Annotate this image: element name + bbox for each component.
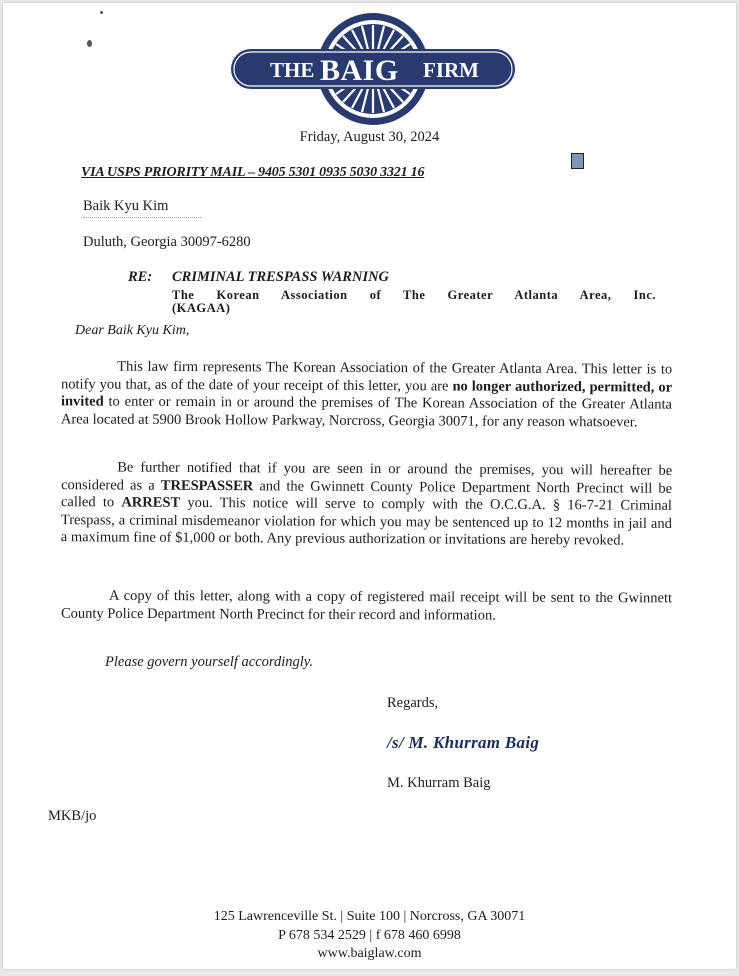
regards: Regards,: [387, 695, 439, 711]
logo-text-the: THE: [270, 58, 315, 82]
logo-text-baig: BAIG: [320, 54, 399, 87]
redacted-address-line: [83, 217, 201, 218]
typist-initials: MKB/jo: [48, 808, 97, 824]
body-paragraph-2: Be further notified that if you are seen in or around the premises, you will hereafter be considered as a TRESPASSER and the Gwinnett County Police Department North Precinct will be called to ARREST you. This notice will serve to comply with the O.C.G.A. § 16-7-21 Criminal Trespass, a criminal misdemeanor violation for which you may be sentenced up to 12 months in jail and a maximum fine of $1,000 or both. Any previous authorization or invitations are hereby revoked.: [60, 459, 673, 549]
letter-date: Friday, August 30, 2024: [299, 129, 440, 145]
scan-speck: [87, 40, 92, 47]
footer-address: 125 Lawrenceville St. | Suite 100 | Norcross, GA 30071: [213, 909, 526, 924]
recipient-city: Duluth, Georgia 30097-6280: [83, 234, 251, 250]
logo-text-firm: FIRM: [423, 58, 479, 82]
footer-website: www.baiglaw.com: [317, 946, 422, 961]
closing-line: Please govern yourself accordingly.: [105, 654, 314, 670]
scan-speck: [100, 11, 103, 14]
body-paragraph-1: This law firm represents The Korean Association of the Greater Atlanta Area. This letter is to notify you that, as of the date of your receipt of this letter, you are no longer authorized, permitted, or invited to enter or remain in or around the premises of The Korean Association of the Greater Atlanta Area located at 5900 Brook Hollow Parkway, Norcross, Georgia 30071, for any reason whatsoever.: [60, 358, 673, 431]
scan-annotation-box: [571, 153, 584, 169]
salutation: Dear Baik Kyu Kim,: [75, 323, 190, 338]
re-title: CRIMINAL TRESPASS WARNING: [172, 269, 390, 285]
re-organization: The Korean Association of The Greater Atlanta Area, Inc.: [172, 288, 656, 302]
signer-name: M. Khurram Baig: [387, 775, 491, 791]
signature: /s/ M. Khurram Baig: [387, 733, 540, 752]
baig-firm-logo: [228, 9, 518, 127]
emphasis-trespasser: TRESPASSER: [160, 477, 254, 494]
body-paragraph-3: A copy of this letter, along with a copy of registered mail receipt will be sent to the Gwinnett County Police Department North Precinct for their record and information.: [60, 587, 673, 624]
emphasis-no-longer-authorized: no longer authorized, permitted, or invited: [60, 378, 673, 410]
re-organization-abbrev: (KAGAA): [172, 301, 231, 315]
delivery-method-line: VIA USPS PRIORITY MAIL – 9405 5301 0935 5030 3321 16: [81, 165, 425, 180]
footer-phone: P 678 534 2529 | f 678 460 6998: [278, 928, 461, 943]
recipient-name: Baik Kyu Kim: [83, 198, 169, 214]
emphasis-arrest: ARREST: [121, 494, 181, 512]
re-label: RE:: [128, 269, 153, 285]
letter-page: [3, 3, 736, 969]
